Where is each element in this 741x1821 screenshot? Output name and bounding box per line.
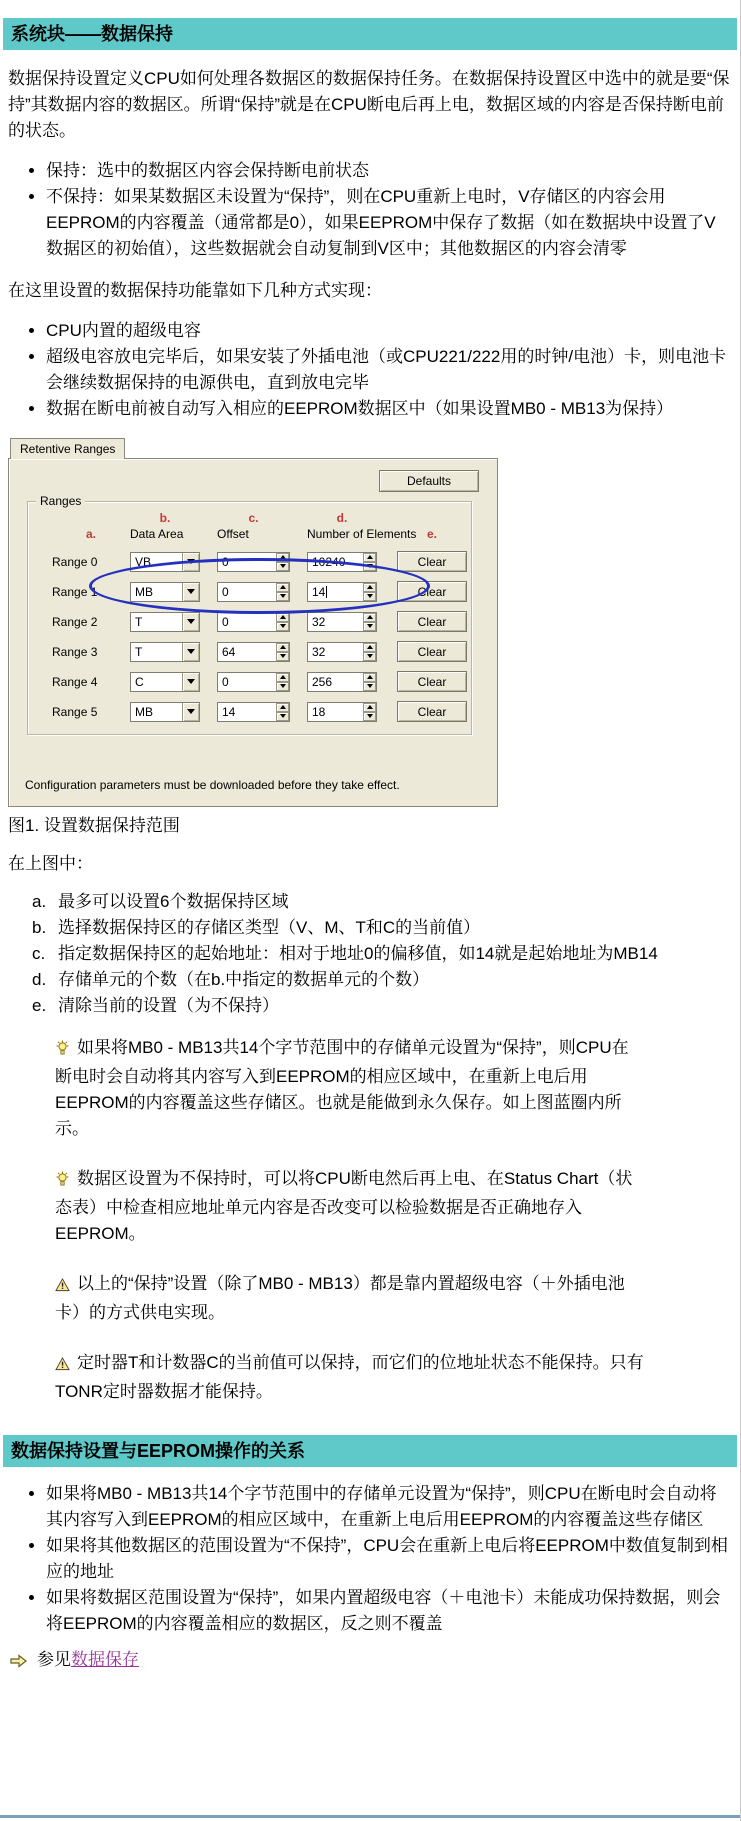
clear-button[interactable]: Clear — [397, 701, 467, 722]
clear-button[interactable]: Clear — [397, 551, 467, 572]
range-label: Range 0 — [52, 554, 98, 569]
methods-lead: 在这里设置的数据保持功能靠如下几种方式实现： — [8, 281, 382, 300]
offset-input[interactable]: 14 — [217, 702, 290, 722]
retain-methods-list — [0, 318, 730, 422]
range-row-0 — [38, 551, 471, 572]
range-row-4 — [38, 671, 471, 692]
spinner-up-button[interactable] — [363, 553, 376, 562]
spinner-down-button[interactable] — [276, 682, 289, 691]
annotation-c: c. — [248, 511, 259, 525]
elements-input[interactable]: 18 — [307, 702, 377, 722]
tip-note: 如果将MB0 - MB13共14个字节范围中的存储单元设置为“保持”，则CPU在断电时会自动将其内容写入到EEPROM的相应区域中，在重新上电后用EEPROM的内容覆盖这些存储区。也就是能做到永久保存。如上图蓝圈内所示。 — [55, 1038, 629, 1138]
retain-modes-list — [0, 158, 730, 262]
lamp-icon — [55, 1169, 70, 1195]
list-item: b. 选择数据保持区的存储区类型（V、M、T和C的当前值） — [32, 918, 481, 937]
eeprom-relation-list — [0, 1481, 730, 1637]
warning-note: 定时器T和计数器C的当前值可以保持，而它们的位地址状态不能保持。只有TONR定时器数据才能保持。 — [55, 1353, 644, 1401]
data-area-select[interactable]: T — [130, 612, 200, 632]
spinner-up-button[interactable] — [276, 553, 289, 562]
spinner-down-button[interactable] — [363, 622, 376, 631]
page-title: 系统块——数据保持 — [3, 18, 737, 50]
clear-button[interactable]: Clear — [397, 611, 467, 632]
elements-input[interactable]: 10240 — [307, 552, 377, 572]
data-save-link[interactable]: 数据保存 — [71, 1650, 139, 1669]
offset-input[interactable]: 0 — [217, 552, 290, 572]
offset-input[interactable]: 0 — [217, 582, 290, 602]
data-area-select[interactable]: T — [130, 642, 200, 662]
see-also-line — [10, 1647, 740, 1676]
annotation-d: d. — [336, 511, 348, 525]
defaults-button[interactable]: Defaults — [379, 470, 479, 492]
figure-legend-list — [0, 889, 730, 1019]
list-item: d. 存储单元的个数（在b.中指定的数据单元的个数） — [32, 970, 430, 989]
range-label: Range 3 — [52, 644, 98, 659]
spinner-down-button[interactable] — [363, 682, 376, 691]
spinner-up-button[interactable] — [363, 703, 376, 712]
range-label: Range 2 — [52, 614, 98, 629]
spinner-down-button[interactable] — [363, 592, 376, 601]
spinner-down-button[interactable] — [363, 562, 376, 571]
dialog-footnote: Configuration parameters must be downloaded before they take effect. — [25, 778, 400, 792]
spinner-up-button[interactable] — [276, 673, 289, 682]
spinner-up-button[interactable] — [363, 643, 376, 652]
offset-input[interactable]: 0 — [217, 672, 290, 692]
spinner-down-button[interactable] — [276, 622, 289, 631]
list-item: • 如果将MB0 - MB13共14个字节范围中的存储单元设置为“保持”，则CPU在断电时会自动将其内容写入到EEPROM的相应区域中，在重新上电后用EEPROM的内容覆盖这些存储区 — [46, 1481, 730, 1533]
data-area-select[interactable]: MB — [130, 702, 200, 722]
range-row-2 — [38, 611, 471, 632]
range-label: Range 5 — [52, 704, 98, 719]
elements-input[interactable]: 14 — [307, 582, 377, 602]
column-header-offset: Offset — [217, 527, 249, 541]
spinner-up-button[interactable] — [276, 643, 289, 652]
clear-button[interactable]: Clear — [397, 671, 467, 692]
tip-note: 数据区设置为不保持时，可以将CPU断电然后再上电、在Status Chart（状态表）中检查相应地址单元内容是否改变可以检验数据是否正确地存入EEPROM。 — [55, 1169, 633, 1243]
range-row-5 — [38, 701, 471, 722]
annotation-e: e. — [426, 527, 437, 541]
annotation-row-1 — [38, 510, 471, 526]
retentive-ranges-dialog — [8, 438, 498, 807]
chevron-down-icon[interactable] — [182, 553, 199, 571]
annotation-a: a. — [85, 527, 96, 541]
spinner-down-button[interactable] — [363, 712, 376, 721]
list-item: • 数据在断电前被自动写入相应的EEPROM数据区中（如果设置MB0 - MB13为保持） — [46, 396, 730, 422]
offset-input[interactable]: 64 — [217, 642, 290, 662]
annotation-b: b. — [159, 511, 171, 525]
spinner-down-button[interactable] — [276, 652, 289, 661]
range-label: Range 1 — [52, 584, 98, 599]
intro-paragraph: 数据保持设置定义CPU如何处理各数据区的数据保持任务。在数据保持设置区中选中的就是要“保持”其数据内容的数据区。所谓“保持”就是在CPU断电后再上电，数据区域的内容是否保持断电前的状态。 — [8, 69, 730, 140]
ranges-group-label: Ranges — [36, 494, 85, 508]
elements-input[interactable]: 32 — [307, 642, 377, 662]
spinner-up-button[interactable] — [276, 583, 289, 592]
spinner-down-button[interactable] — [276, 712, 289, 721]
list-item: c. 指定数据保持区的起始地址：相对于地址0的偏移值，如14就是起始地址为MB14 — [32, 944, 658, 963]
data-area-select[interactable]: C — [130, 672, 200, 692]
list-item: e. 清除当前的设置（为不保持） — [32, 996, 279, 1015]
spinner-up-button[interactable] — [363, 673, 376, 682]
chevron-down-icon[interactable] — [182, 583, 199, 601]
list-item: • CPU内置的超级电容 — [46, 318, 730, 344]
ranges-group — [27, 494, 472, 735]
see-also-arrow-icon — [10, 1650, 27, 1676]
range-row-1 — [38, 581, 471, 602]
spinner-up-button[interactable] — [363, 613, 376, 622]
column-header-data-area: Data Area — [130, 527, 184, 541]
page-bottom-rule — [0, 1815, 740, 1818]
list-item: • 如果将数据区范围设置为“保持”，如果内置超级电容（＋电池卡）未能成功保持数据，则会将EEPROM的内容覆盖相应的数据区，反之则不覆盖 — [46, 1585, 730, 1637]
chevron-down-icon[interactable] — [182, 673, 199, 691]
column-header-row — [38, 526, 471, 542]
clear-button[interactable]: Clear — [397, 641, 467, 662]
elements-input[interactable]: 32 — [307, 612, 377, 632]
list-item: • 不保持：如果某数据区未设置为“保持”，则在CPU重新上电时，V存储区的内容会用EEPROM的内容覆盖（通常都是0），如果EEPROM中保存了数据（如在数据块中设置了V数据区的初始值），这些数据就会自动复制到V区中；其他数据区的内容会清零 — [46, 184, 730, 262]
column-header-elements: Number of Elements — [307, 527, 417, 541]
offset-input[interactable]: 0 — [217, 612, 290, 632]
spinner-up-button[interactable] — [276, 703, 289, 712]
chevron-down-icon[interactable] — [182, 703, 199, 721]
section-title-eeprom: 数据保持设置与EEPROM操作的关系 — [3, 1435, 737, 1467]
spinner-down-button[interactable] — [363, 652, 376, 661]
warning-icon — [55, 1353, 70, 1379]
figure-caption: 图1. 设置数据保持范围 — [8, 816, 180, 835]
data-area-select[interactable]: MB — [130, 582, 200, 602]
spinner-down-button[interactable] — [276, 562, 289, 571]
range-label: Range 4 — [52, 674, 98, 689]
chevron-down-icon[interactable] — [182, 643, 199, 661]
list-item: • 如果将其他数据区的范围设置为“不保持”，CPU会在重新上电后将EEPROM中数值复制到相应的地址 — [46, 1533, 730, 1585]
data-area-select[interactable]: VB — [130, 552, 200, 572]
lamp-icon — [55, 1038, 70, 1064]
see-also-prefix: 参见 — [37, 1650, 71, 1669]
warning-note: 以上的“保持”设置（除了MB0 - MB13）都是靠内置超级电容（＋外插电池卡）的方式供电实现。 — [55, 1274, 625, 1322]
text-cursor — [326, 586, 327, 598]
elements-input[interactable]: 256 — [307, 672, 377, 692]
range-row-3 — [38, 641, 471, 662]
tab-retentive-ranges[interactable]: Retentive Ranges — [10, 438, 125, 459]
spinner-up-button[interactable] — [363, 583, 376, 592]
list-item: • 超级电容放电完毕后，如果安装了外插电池（或CPU221/222用的时钟/电池）卡，则电池卡会继续数据保持的电源供电，直到放电完毕 — [46, 344, 730, 396]
spinner-up-button[interactable] — [276, 613, 289, 622]
warning-icon — [55, 1274, 70, 1300]
dialog-body — [8, 458, 498, 807]
figure-lead: 在上图中： — [8, 854, 93, 873]
clear-button[interactable]: Clear — [397, 581, 467, 602]
chevron-down-icon[interactable] — [182, 613, 199, 631]
spinner-down-button[interactable] — [276, 592, 289, 601]
list-item: a. 最多可以设置6个数据保持区域 — [32, 892, 289, 911]
list-item: • 保持：选中的数据区内容会保持断电前状态 — [46, 158, 730, 184]
